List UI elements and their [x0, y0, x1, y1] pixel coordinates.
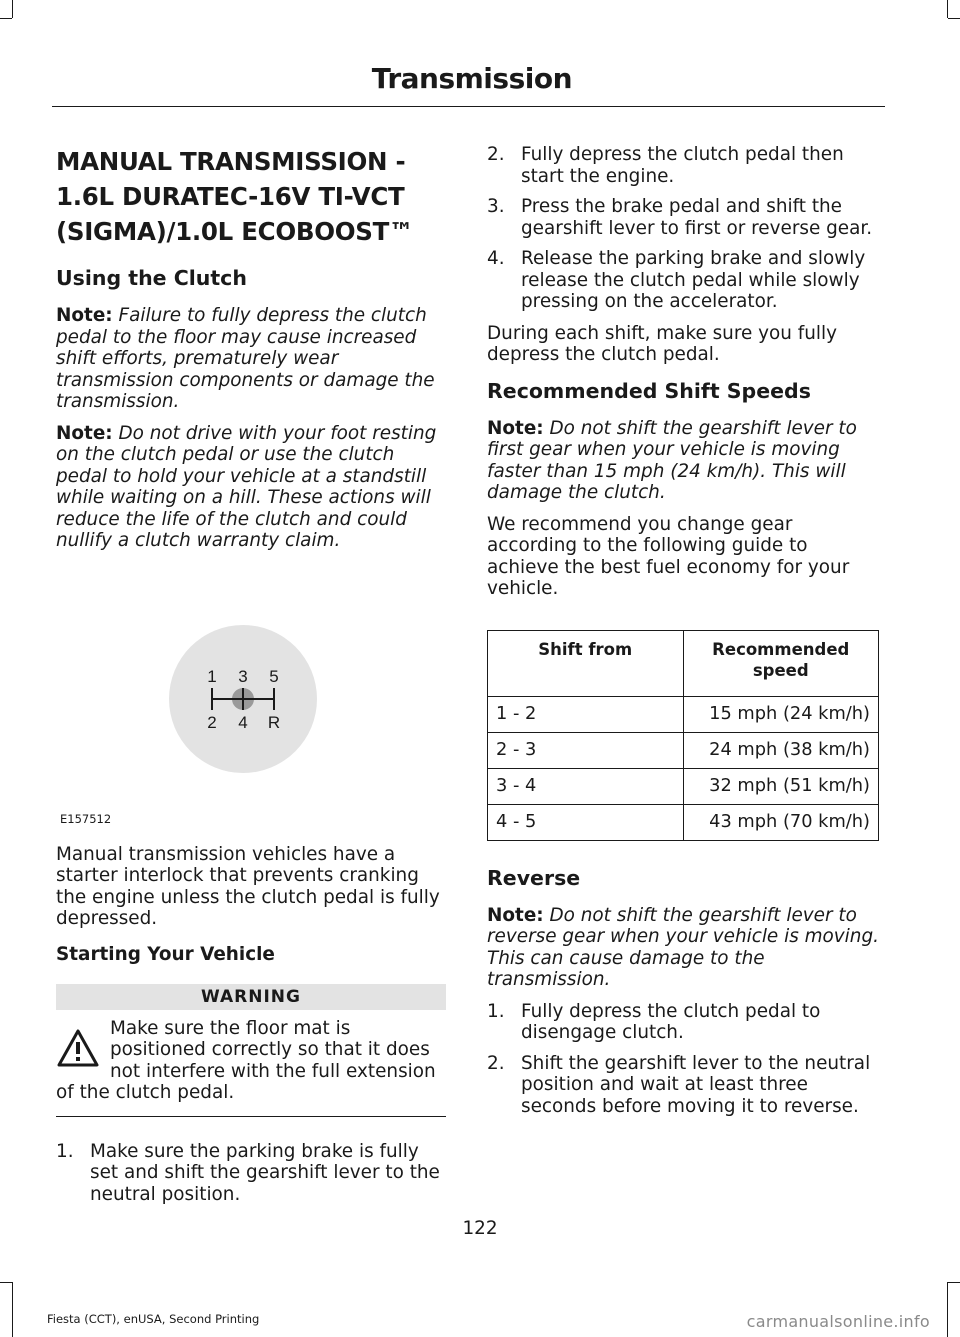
note-first-gear — [487, 418, 879, 504]
start-steps-list — [56, 1141, 446, 1206]
shift-speeds-table — [487, 630, 879, 841]
speed-cell: 24 mph (38 km/h) — [683, 732, 879, 768]
note-text: Do not shift the gearshift lever to first gear when your vehicle is moving faster than 15 mph (24 km/h). This will damage the clutch. — [487, 417, 857, 503]
note-label: Note: — [487, 904, 544, 926]
step-number: 1. — [487, 1000, 505, 1022]
crop-mark — [947, 0, 948, 18]
list-item — [487, 144, 879, 187]
shift-from-cell: 2 - 3 — [488, 732, 684, 768]
speed-cell: 15 mph (24 km/h) — [683, 696, 879, 732]
note-clutch-resting — [56, 423, 446, 552]
step-text: Press the brake pedal and shift the gearshift lever to first or reverse gear. — [521, 196, 873, 239]
table-row — [488, 696, 879, 732]
gear-pattern-figure — [56, 584, 446, 826]
crop-mark — [0, 18, 12, 19]
reverse-steps-list — [487, 1001, 879, 1118]
gear-label: 4 — [238, 712, 248, 732]
gear-label: 3 — [238, 666, 248, 686]
crop-mark — [0, 1282, 12, 1283]
left-column — [56, 144, 446, 1215]
speed-cell: 32 mph (51 km/h) — [683, 768, 879, 804]
gear-label: 2 — [207, 712, 217, 732]
reverse-heading: Reverse — [487, 865, 581, 890]
starting-vehicle-heading: Starting Your Vehicle — [56, 943, 275, 965]
note-label: Note: — [487, 417, 544, 439]
right-column — [487, 144, 879, 1127]
using-clutch-heading: Using the Clutch — [56, 266, 247, 290]
figure-id: E157512 — [60, 811, 112, 826]
shift-paragraph: During each shift, make sure you fully depress the clutch pedal. — [487, 322, 838, 365]
step-number: 4. — [487, 248, 505, 269]
watermark-text: carmanualsonline.info — [746, 1312, 930, 1331]
warning-box — [56, 984, 446, 1117]
column-header: Recommended speed — [683, 630, 879, 696]
gear-label: R — [267, 712, 281, 732]
page-header-title: Transmission — [371, 62, 572, 95]
note-label: Note: — [56, 422, 113, 444]
header-divider — [52, 106, 885, 107]
step-text: Fully depress the clutch pedal then start the engine. — [521, 144, 844, 187]
shift-speeds-heading: Recommended Shift Speeds — [487, 378, 811, 403]
warning-triangle-icon — [56, 1028, 100, 1068]
table-row — [488, 768, 879, 804]
warning-text: Make sure the floor mat is positioned correctly so that it does not interfere with the full extension of the clutch pedal. — [56, 1017, 436, 1103]
table-row — [488, 732, 879, 768]
step-text: Shift the gearshift lever to the neutral position and wait at least three seconds before moving it to reverse. — [521, 1052, 871, 1117]
column-header: Shift from — [488, 630, 684, 696]
list-item — [487, 196, 879, 239]
recommend-paragraph: We recommend you change gear according to the following guide to achieve the best fuel economy for your vehicle. — [487, 513, 850, 599]
list-item — [56, 1141, 446, 1206]
step-number: 1. — [56, 1140, 74, 1162]
start-steps-list-continued — [487, 144, 879, 313]
list-item — [487, 1053, 879, 1118]
table-row — [488, 804, 879, 840]
interlock-paragraph: Manual transmission vehicles have a starter interlock that prevents cranking the engine unless the clutch pedal is fully depressed. — [56, 843, 440, 929]
step-number: 2. — [487, 144, 505, 165]
crop-mark — [12, 0, 13, 18]
note-text: Failure to fully depress the clutch pedal to the floor may cause increased shift efforts, prematurely wear transmission components or damage the transmission. — [56, 305, 435, 412]
note-label: Note: — [56, 305, 113, 326]
crop-mark — [12, 1282, 13, 1337]
shift-from-cell: 1 - 2 — [488, 696, 684, 732]
crop-mark — [948, 1282, 960, 1283]
note-text: Do not drive with your foot resting on the clutch pedal or use the clutch pedal to hold your vehicle at a standstill while waiting on a hill. These actions will reduce the life of the clutch and could nullify a clutch warranty claim. — [56, 422, 437, 551]
step-number: 2. — [487, 1052, 505, 1074]
note-reverse — [487, 905, 879, 991]
gear-label: 5 — [269, 666, 279, 686]
gear-shift-pattern-diagram — [168, 624, 318, 774]
crop-mark — [948, 18, 960, 19]
note-text: Do not shift the gearshift lever to reverse gear when your vehicle is moving. This can cause damage to the transmission. — [487, 904, 879, 990]
warning-body — [56, 1018, 446, 1117]
step-number: 3. — [487, 196, 505, 217]
gear-label: 1 — [207, 666, 217, 686]
table-header-row — [488, 630, 879, 696]
footer-doc-info: Fiesta (CCT), enUSA, Second Printing — [47, 1312, 260, 1326]
list-item — [487, 248, 879, 313]
crop-mark — [947, 1282, 948, 1337]
step-text: Make sure the parking brake is fully set and shift the gearshift lever to the neutral position. — [90, 1140, 440, 1205]
shift-from-cell: 3 - 4 — [488, 768, 684, 804]
note-clutch-depress — [56, 305, 446, 413]
page-number: 122 — [462, 1218, 498, 1239]
shift-from-cell: 4 - 5 — [488, 804, 684, 840]
section-title: MANUAL TRANSMISSION - 1.6L DURATEC-16V TI-VCT (SIGMA)/1.0L ECOBOOST™ — [56, 147, 414, 246]
step-text: Fully depress the clutch pedal to disengage clutch. — [521, 1000, 821, 1043]
list-item — [487, 1001, 879, 1044]
step-text: Release the parking brake and slowly release the clutch pedal while slowly pressing on the accelerator. — [521, 248, 866, 312]
warning-title: WARNING — [56, 984, 446, 1010]
speed-cell: 43 mph (70 km/h) — [683, 804, 879, 840]
